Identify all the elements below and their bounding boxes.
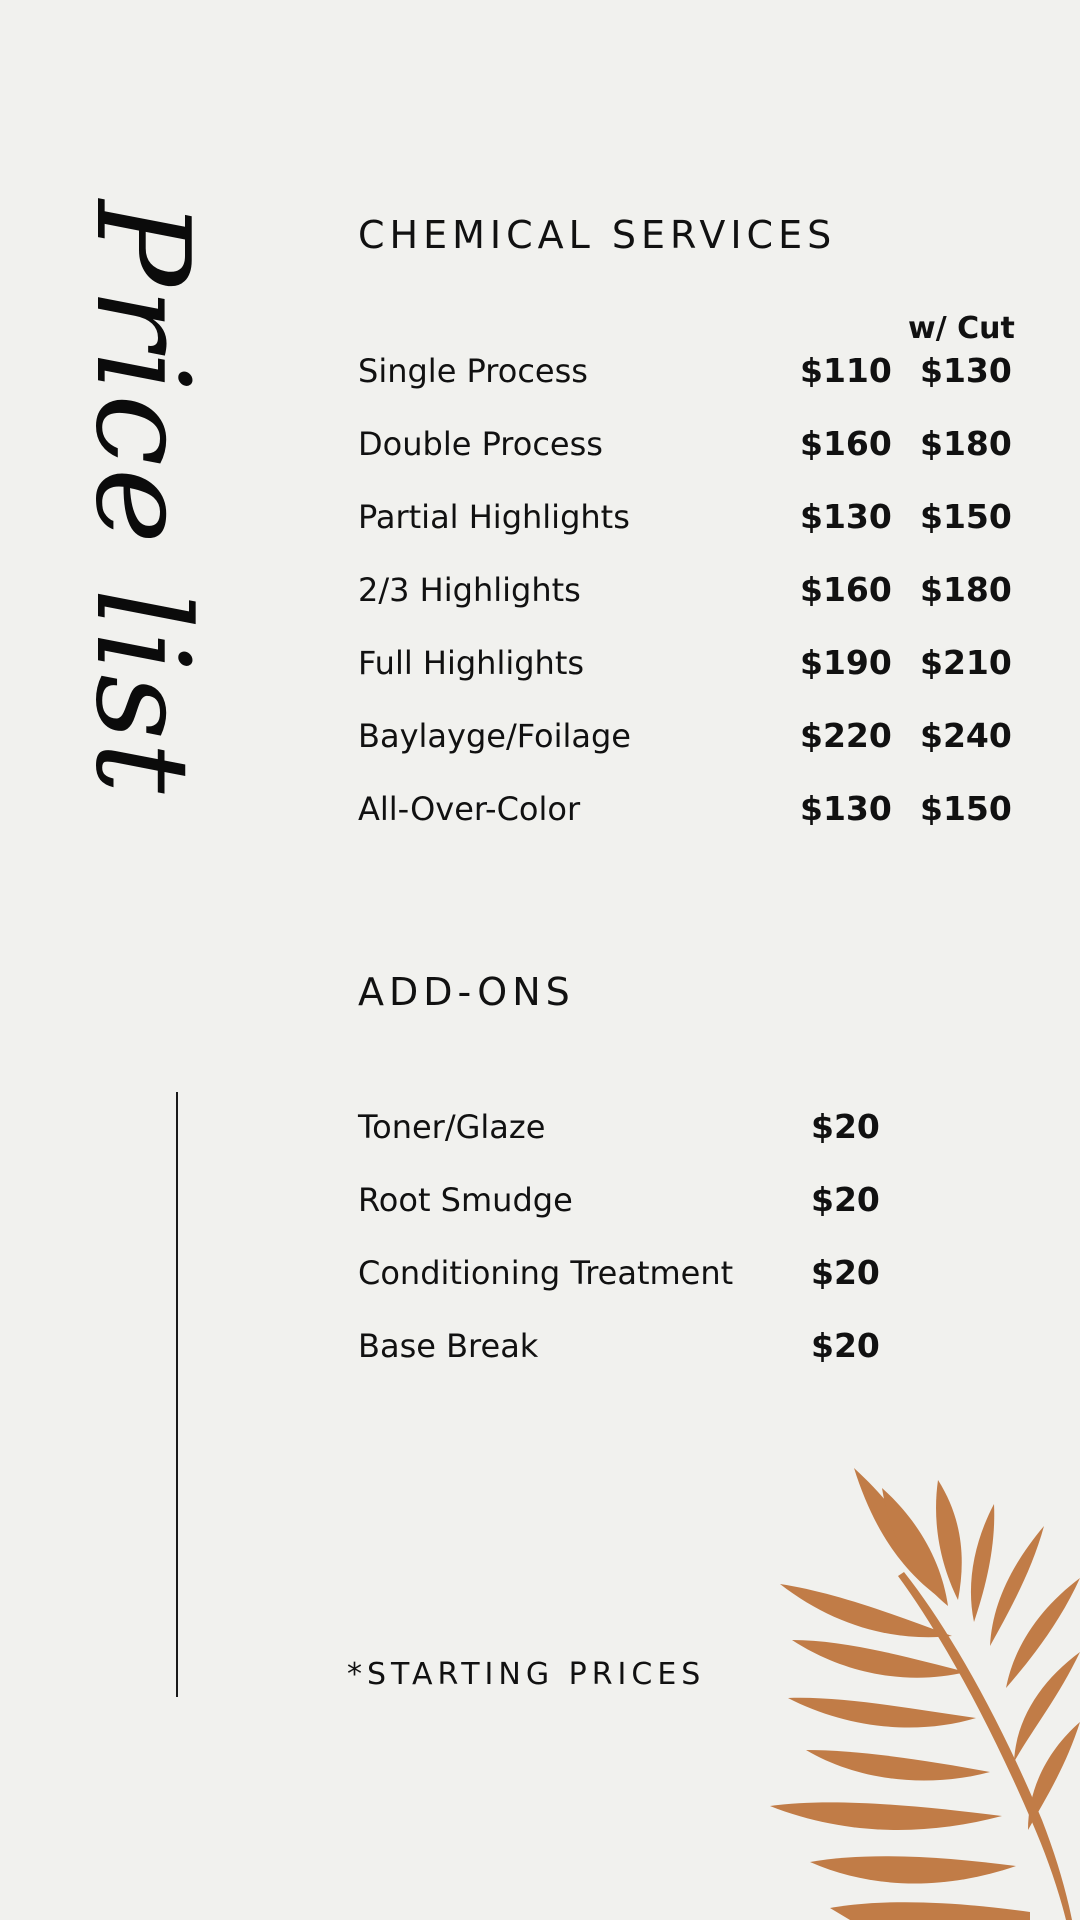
service-price-with-cut: $180 xyxy=(920,424,1012,463)
list-item xyxy=(358,491,1058,564)
add-on-name: Root Smudge xyxy=(358,1181,573,1219)
starting-prices-note: *STARTING PRICES xyxy=(347,1657,706,1692)
chemical-services-heading: CHEMICAL SERVICES xyxy=(358,213,837,257)
service-name: Baylayge/Foilage xyxy=(358,717,631,755)
add-ons-heading: ADD-ONS xyxy=(358,970,575,1014)
list-item xyxy=(358,710,1058,783)
service-name: Partial Highlights xyxy=(358,498,630,536)
service-price: $160 xyxy=(800,570,892,609)
service-name: Single Process xyxy=(358,352,588,390)
service-price: $220 xyxy=(800,716,892,755)
add-on-name: Conditioning Treatment xyxy=(358,1254,734,1292)
list-item xyxy=(358,345,1058,418)
add-on-price: $20 xyxy=(811,1180,880,1219)
list-item xyxy=(358,637,1058,710)
add-on-name: Base Break xyxy=(358,1327,539,1365)
list-item xyxy=(358,418,1058,491)
add-on-price: $20 xyxy=(811,1326,880,1365)
service-price: $160 xyxy=(800,424,892,463)
service-price-with-cut: $130 xyxy=(920,351,1012,390)
service-price-with-cut: $210 xyxy=(920,643,1012,682)
service-price: $190 xyxy=(800,643,892,682)
list-item xyxy=(358,783,1058,856)
list-item xyxy=(358,564,1058,637)
service-price-with-cut: $150 xyxy=(920,789,1012,828)
list-item xyxy=(358,1320,1058,1393)
add-on-name: Toner/Glaze xyxy=(358,1108,546,1146)
list-item xyxy=(358,1174,1058,1247)
list-item xyxy=(358,1101,1058,1174)
list-item xyxy=(358,1247,1058,1320)
service-price: $110 xyxy=(800,351,892,390)
service-price: $130 xyxy=(800,497,892,536)
divider-line xyxy=(176,1092,178,1697)
service-price-with-cut: $180 xyxy=(920,570,1012,609)
service-name: All-Over-Color xyxy=(358,790,581,828)
add-ons-list xyxy=(358,1101,1058,1393)
add-on-price: $20 xyxy=(811,1107,880,1146)
with-cut-column-header: w/ Cut xyxy=(908,311,1015,346)
service-name: 2/3 Highlights xyxy=(358,571,581,609)
service-price-with-cut: $150 xyxy=(920,497,1012,536)
add-on-price: $20 xyxy=(811,1253,880,1292)
service-price-with-cut: $240 xyxy=(920,716,1012,755)
palm-leaf-icon xyxy=(770,1460,1080,1920)
chemical-services-list xyxy=(358,345,1058,856)
side-title: Price list xyxy=(67,200,216,796)
service-name: Double Process xyxy=(358,425,603,463)
service-name: Full Highlights xyxy=(358,644,585,682)
service-price: $130 xyxy=(800,789,892,828)
